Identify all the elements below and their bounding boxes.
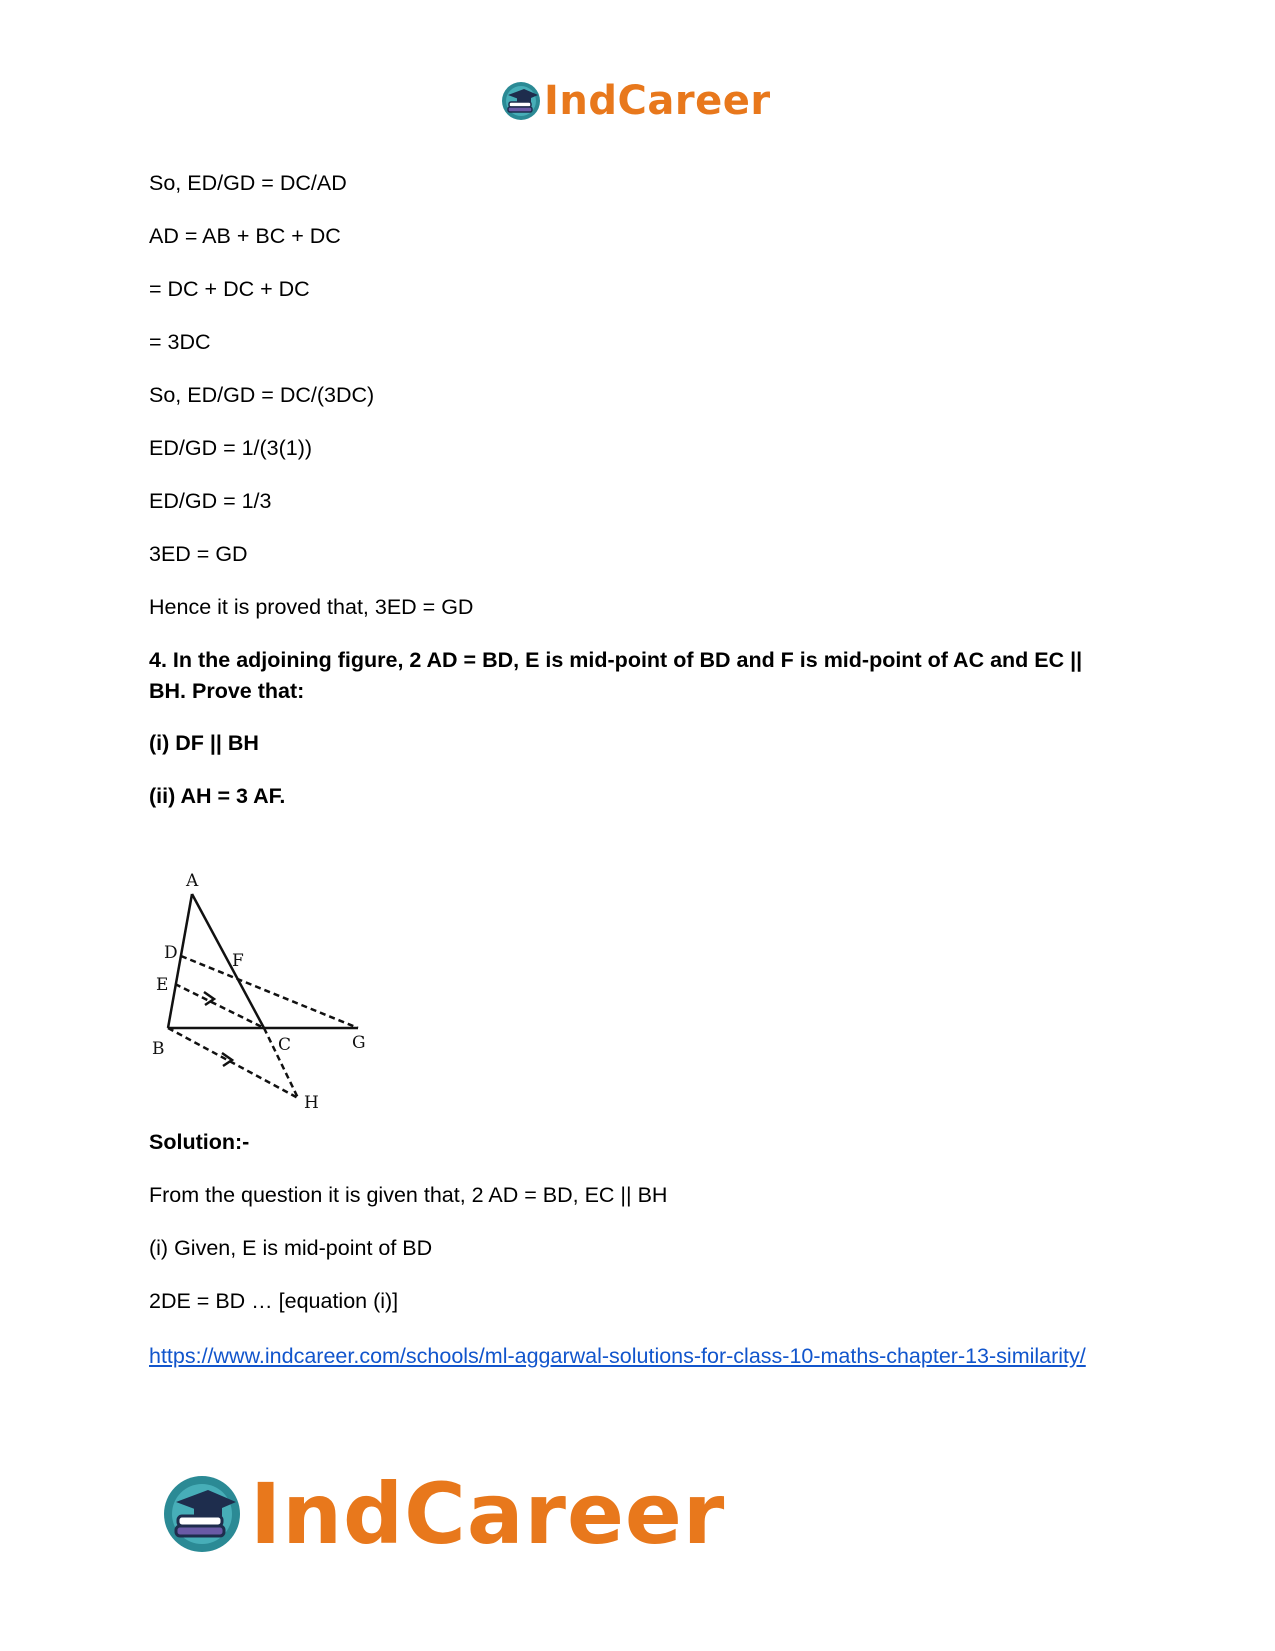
source-link[interactable]: https://www.indcareer.com/schools/ml-aggarwal-solutions-for-class-10-maths-chapter-13-similarity/ — [149, 1344, 1086, 1368]
brand-name: IndCareer — [544, 78, 771, 124]
brand-name: IndCareer — [250, 1465, 726, 1563]
text-line: So, ED/GD = DC/(3DC) — [149, 383, 375, 407]
text-line: AD = AB + BC + DC — [149, 224, 341, 248]
point-label-c: C — [278, 1035, 292, 1055]
line-ec — [175, 984, 264, 1028]
text-line: Hence it is proved that, 3ED = GD — [149, 595, 474, 619]
text-line: ED/GD = 1/(3(1)) — [149, 436, 313, 460]
solution-line: From the question it is given that, 2 AD = BD, EC || BH — [149, 1183, 668, 1207]
question-text: 4. In the adjoining figure, 2 AD = BD, E is mid-point of BD and F is mid-point of AC and EC || BH. Prove that: — [149, 648, 1083, 703]
point-label-e: E — [156, 975, 169, 995]
point-label-a: A — [186, 871, 199, 891]
line-ac — [192, 894, 264, 1028]
graduation-cap-books-icon — [500, 80, 542, 122]
solution-line: 2DE = BD … [equation (i)] — [149, 1289, 399, 1313]
graduation-cap-books-icon — [160, 1472, 244, 1556]
point-label-g: G — [352, 1033, 366, 1053]
solution-line: (i) Given, E is mid-point of BD — [149, 1236, 433, 1260]
text-line: = 3DC — [149, 330, 211, 354]
text-line: ED/GD = 1/3 — [149, 489, 272, 513]
solution-heading: Solution:- — [149, 1130, 250, 1154]
brand-logo-footer — [160, 1465, 725, 1563]
text-line: = DC + DC + DC — [149, 277, 310, 301]
question-part-2: (ii) AH = 3 AF. — [149, 784, 286, 808]
text-line: 3ED = GD — [149, 542, 248, 566]
brand-logo-header — [500, 78, 771, 124]
line-dg — [181, 956, 358, 1028]
point-label-h: H — [304, 1093, 319, 1113]
arrow-marker-icon — [222, 1053, 232, 1066]
geometry-figure — [150, 868, 390, 1118]
question-part-1: (i) DF || BH — [149, 731, 259, 755]
point-label-f: F — [232, 951, 244, 971]
text-line: So, ED/GD = DC/AD — [149, 171, 347, 195]
point-label-d: D — [164, 943, 178, 963]
point-label-b: B — [152, 1039, 165, 1059]
